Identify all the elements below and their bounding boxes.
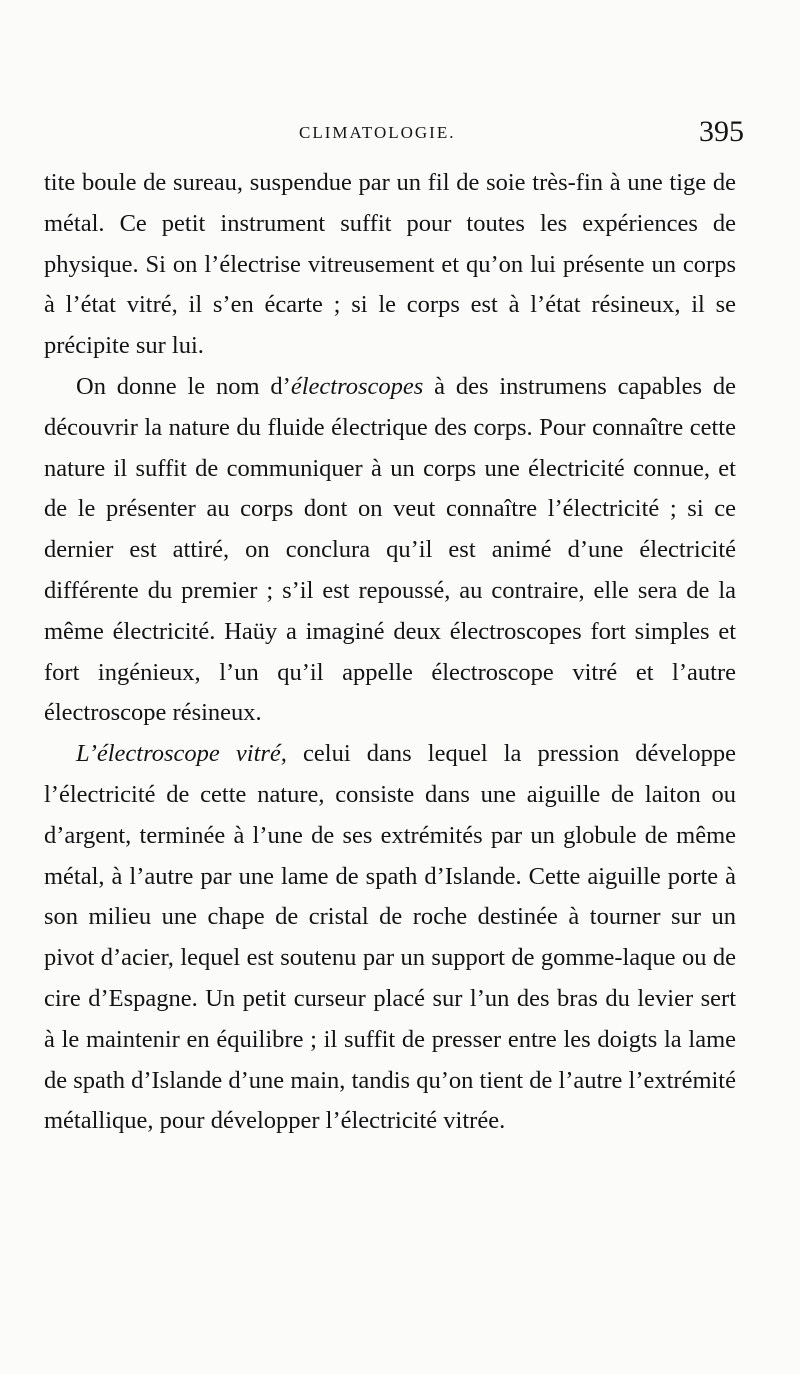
running-head: CLIMATOLOGIE. — [299, 123, 456, 142]
paragraph-1: tite boule de sureau, suspendue par un fil de soie très-fin à une tige de métal. Ce petit instrument suffit pour toutes les expériences de physique. Si on l’électrise vitreusement et qu’on lui présente un corps à l’état vitré, il s’en écarte ; si le corps est à l’état résineux, il se précipite sur lui. — [44, 169, 736, 360]
page-header — [44, 115, 744, 157]
paragraph-3 — [44, 734, 736, 1142]
body-text — [44, 163, 736, 1142]
term-electroscope-vitre: L’électroscope vitré, — [76, 740, 287, 768]
paragraph-3-text: celui dans lequel la pression développe l’électricité de cette nature, consiste dans une aiguille de laiton ou d’argent, terminée à l’une de ses extrémités par un globule de même métal, à l’autre par une lame de spath d’Islande. Cette aiguille porte à son milieu une chape de cristal de roche destinée à tourner sur un pivot d’acier, lequel est soutenu par un support de gomme-laque ou de cire d’Espagne. Un petit curseur placé sur l’un des bras du levier sert à le maintenir en équilibre ; il suffit de presser entre les doigts la lame de spath d’Islande d’une main, tandis qu’on tient de l’autre l’extrémité métallique, pour développer l’électricité vitrée. — [44, 740, 736, 1135]
paragraph-2-text-start: On donne le nom d’ — [76, 372, 291, 400]
term-electroscopes: électroscopes — [290, 372, 424, 400]
paragraph-2 — [44, 367, 736, 734]
paragraph-2-text-end: à des instrumens capables de découvrir la nature du fluide électrique des corps. Pour connaître cette nature il suffit de communiquer à un corps une électricité connue, et de le présenter au corps dont on veut connaître l’électricité ; si ce dernier est attiré, on conclura qu’il est animé d’une électricité différente du premier ; s’il est repoussé, au contraire, elle sera de la même électricité. Haüy a imaginé deux électroscopes fort simples et fort ingénieux, l’un qu’il appelle électroscope vitré et l’autre électroscope résineux. — [44, 372, 736, 727]
page-number: 395 — [699, 115, 744, 148]
